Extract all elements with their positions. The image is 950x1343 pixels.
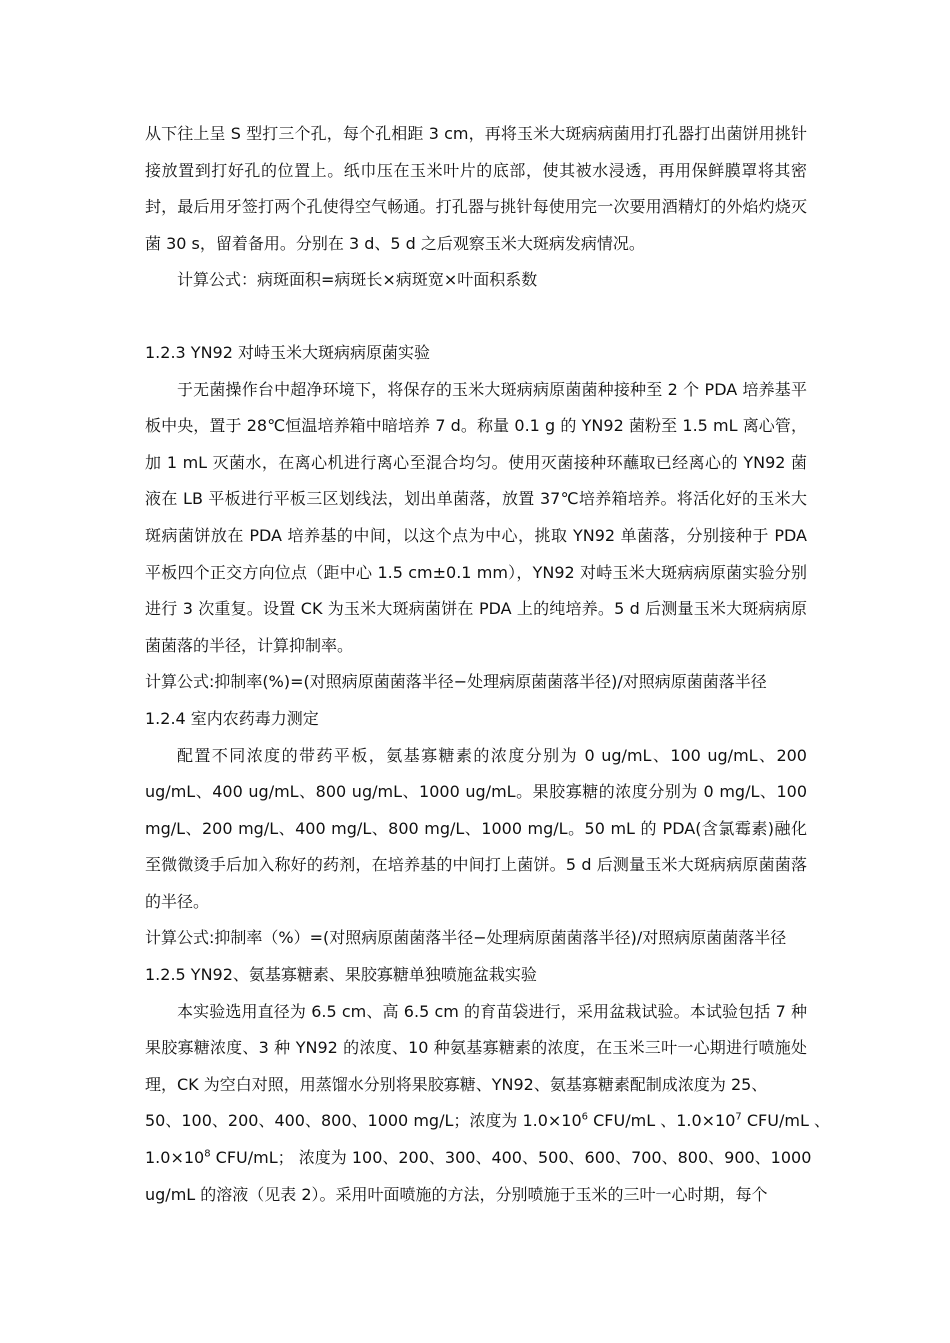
text-run: CFU/mL； 浓度为 100、200、300、400、500、600、700、800、900、1000 [210,1148,812,1168]
text-run: CFU/mL 、 [741,1111,830,1131]
formula-inhibition-rate-1: 计算公式:抑制率(%)=(对照病原菌菌落半径−处理病原菌菌落半径)/对照病原菌菌落半径 [145,672,767,692]
exponent: 6 [581,1112,589,1124]
paragraph-method-inoculation: 从下往上呈 S 型打三个孔，每个孔相距 3 cm，再将玉米大斑病病菌用打孔器打出菌饼用挑针接放置到打好孔的位置上。纸巾压在玉米叶片的底部，使其被水浸透，再用保鲜膜罩将其密封，最后用牙签打两个孔使得空气畅通。打孔器与挑针每使用完一次要用酒精灯的外焰灼烧灭菌 30 s，留着备用。分别在 3 d、5 d 之后观察玉米大斑病发病情况。 [145,124,807,253]
document-body [145,116,830,1213]
text-run: CFU/mL 、1.0×10 [588,1111,736,1131]
heading-1-2-3: 1.2.3 YN92 对峙玉米大斑病病原菌实验 [145,342,430,362]
pot-experiment-concentration-line-1 [145,1103,830,1140]
formula-inhibition-rate-2: 计算公式:抑制率（%）=(对照病原菌菌落半径−处理病原菌菌落半径)/对照病原菌菌落半径 [145,928,787,948]
exponent: 7 [735,1112,742,1124]
pot-experiment-solution-line: ug/mL 的溶液（见表 2）。采用叶面喷施的方法，分别喷施于玉米的三叶一心时期，每个 [145,1184,768,1204]
pot-experiment-concentration-line-2 [145,1140,812,1177]
pot-experiment-text: 本实验选用直径为 6.5 cm、高 6.5 cm 的育苗袋进行，采用盆栽试验。本试验包括 7 种果胶寡糖浓度、3 种 YN92 的浓度、10 种氨基寡糖素的浓度，在玉米三叶一心期进行喷施处理，CK 为空白对照，用蒸馏水分别将果胶寡糖、YN92、氨基寡糖素配制成浓度为 25、 [145,1001,807,1094]
paragraph-confrontation-assay: 于无菌操作台中超净环境下，将保存的玉米大斑病病原菌菌种接种至 2 个 PDA 培养基平板中央，置于 28℃恒温培养箱中暗培养 7 d。称量 0.1 g 的 YN92 菌粉至 1.5 mL 离心管，加 1 mL 灭菌水，在离心机进行离心至混合均匀。使用灭菌接种环蘸取已经离心的 YN92 菌液在 LB 平板进行平板三区划线法，划出单菌落，放置 37℃培养箱培养。将活化好的玉米大斑病菌饼放在 PDA 培养基的中间，以这个点为中心，挑取 YN92 单菌落，分别接种于 PDA 平板四个正交方向位点（距中心 1.5 cm±0.1 mm），YN92 对峙玉米大斑病病原菌实验分别进行 3 次重复。设置 CK 为玉米大斑病菌饼在 PDA 上的纯培养。5 d 后测量玉米大斑病病原菌菌落的半径，计算抑制率。 [145,379,807,655]
exponent: 8 [204,1148,211,1160]
text-run: 1.0×10 [145,1148,205,1168]
heading-1-2-5: 1.2.5 YN92、氨基寡糖素、果胶寡糖单独喷施盆栽实验 [145,965,537,985]
heading-1-2-4: 1.2.4 室内农药毒力测定 [145,708,319,728]
text-run: 50、100、200、400、800、1000 mg/L；浓度为 1.0×10 [145,1111,582,1131]
paragraph-toxicity-test: 配置不同浓度的带药平板，氨基寡糖素的浓度分别为 0 ug/mL、100 ug/mL、200 ug/mL、400 ug/mL、800 ug/mL、1000 ug/mL。果胶寡糖的浓度分别为 0 mg/L、100 mg/L、200 mg/L、400 mg/L、800 mg/L、1000 mg/L。50 mL 的 PDA(含氯霉素)融化至微微烫手后加入称好的药剂，在培养基的中间打上菌饼。5 d 后测量玉米大斑病病原菌菌落的半径。 [145,745,807,911]
section-spacer [145,299,807,335]
paragraph-pot-experiment [145,994,830,1214]
formula-lesion-area: 计算公式：病斑面积=病斑长×病斑宽×叶面积系数 [177,270,538,290]
